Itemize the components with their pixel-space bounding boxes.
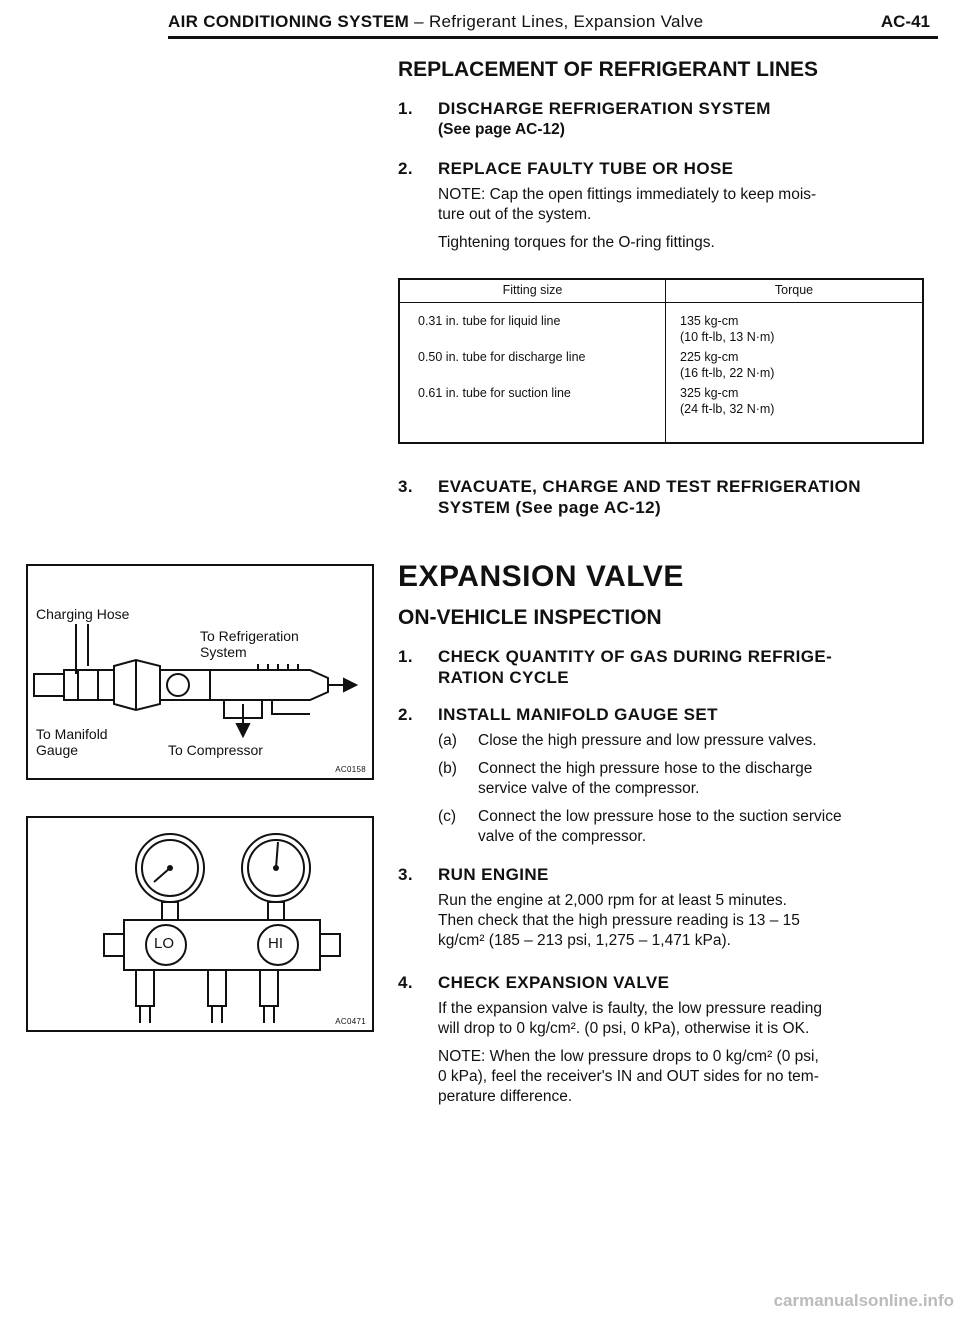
- replacement-heading: REPLACEMENT OF REFRIGERANT LINES: [398, 58, 819, 81]
- torque-secondary: (16 ft-lb, 22 N·m): [680, 365, 775, 380]
- expansion-step-1: [398, 646, 938, 688]
- step-title-line: RATION CYCLE: [438, 668, 570, 687]
- substep-text: Close the high pressure and low pressure valves.: [478, 732, 817, 749]
- note-line: ture out of the system.: [438, 206, 592, 223]
- replacement-step-2: [398, 158, 938, 253]
- label-to-refrigeration: To Refrigeration: [200, 628, 299, 644]
- body-line: kg/cm² (185 – 213 psi, 1,275 – 1,471 kPa).: [438, 932, 731, 949]
- step-number: 3.: [398, 865, 413, 884]
- step-number: 1.: [398, 99, 413, 118]
- substep-label: (c): [438, 808, 457, 825]
- step-body: [438, 999, 938, 1039]
- label-to-compressor: To Compressor: [168, 742, 263, 758]
- label-to-manifold-2: Gauge: [36, 742, 79, 758]
- label-to-refrigeration-2: System: [200, 644, 247, 660]
- expansion-heading: EXPANSION VALVE: [398, 560, 684, 593]
- torque-primary: 135 kg-cm: [680, 313, 739, 328]
- step-title: REPLACE FAULTY TUBE OR HOSE: [438, 159, 734, 178]
- note-line: NOTE: When the low pressure drops to 0 kg/cm² (0 psi,: [438, 1048, 819, 1065]
- inspection-subheading: ON-VEHICLE INSPECTION: [398, 606, 662, 629]
- fitting-size: 0.61 in. tube for suction line: [418, 385, 571, 400]
- substep-label: (b): [438, 760, 457, 777]
- fitting-size: 0.31 in. tube for liquid line: [418, 313, 561, 328]
- label-charging-hose: Charging Hose: [36, 606, 130, 622]
- replacement-step-3: [398, 476, 938, 518]
- step-title: CHECK EXPANSION VALVE: [438, 973, 670, 992]
- substep-a: [438, 731, 938, 751]
- torque-table: [400, 280, 922, 442]
- step-title-line: EVACUATE, CHARGE AND TEST REFRIGERATION: [438, 477, 861, 496]
- page-number: AC-41: [880, 12, 930, 31]
- body-line: Then check that the high pressure reading is 13 – 15: [438, 912, 800, 929]
- torque-value: [680, 313, 922, 349]
- step-number: 3.: [398, 477, 413, 496]
- step-number: 1.: [398, 647, 413, 666]
- figure-code: AC0158: [335, 765, 366, 774]
- expansion-step-4: [398, 972, 938, 1107]
- substep-text: Connect the low pressure hose to the suction service: [478, 808, 842, 825]
- col-header-torque: Torque: [666, 280, 923, 302]
- watermark: carmanualsonline.info: [773, 1291, 954, 1310]
- figure-charging-valve: [26, 564, 374, 780]
- torque-cell: [666, 302, 923, 442]
- substep-text: Connect the high pressure hose to the discharge: [478, 760, 813, 777]
- header-title-rest: – Refrigerant Lines, Expansion Valve: [409, 12, 704, 31]
- step-body: [438, 891, 938, 951]
- step-note: [438, 1047, 938, 1107]
- torque-secondary: (24 ft-lb, 32 N·m): [680, 401, 775, 416]
- substep-text: service valve of the compressor.: [478, 780, 700, 797]
- fitting-size-cell: [400, 302, 666, 442]
- valve-drawing: [28, 566, 372, 778]
- note-line: 0 kPa), feel the receiver's IN and OUT sides for no tem-: [438, 1068, 819, 1085]
- substep-label: (a): [438, 732, 457, 749]
- substep-text: valve of the compressor.: [478, 828, 646, 845]
- torque-primary: 325 kg-cm: [680, 385, 739, 400]
- figure-code: AC0471: [335, 1017, 366, 1026]
- body-line: will drop to 0 kg/cm². (0 psi, 0 kPa), otherwise it is OK.: [438, 1020, 810, 1037]
- torque-value: [680, 349, 922, 385]
- label-to-manifold: To Manifold: [36, 726, 108, 742]
- step-title-line: CHECK QUANTITY OF GAS DURING REFRIGE-: [438, 647, 833, 666]
- torque-table-box: [398, 278, 924, 444]
- substep-c: [438, 807, 938, 847]
- step-number: 2.: [398, 159, 413, 178]
- step-title: RUN ENGINE: [438, 865, 549, 884]
- step-title-line: SYSTEM (See page AC-12): [438, 498, 662, 517]
- label-lo: LO: [154, 935, 175, 952]
- torque-intro: Tightening torques for the O-ring fittings.: [438, 234, 715, 251]
- expansion-step-2: [398, 704, 938, 847]
- figure-manifold-gauge: [26, 816, 374, 1032]
- note-line: NOTE: Cap the open fittings immediately to keep mois-: [438, 186, 817, 203]
- step-number: 4.: [398, 973, 413, 992]
- table-row: [400, 302, 922, 442]
- substep-b: [438, 759, 938, 799]
- note-line: perature difference.: [438, 1088, 573, 1105]
- step-title: INSTALL MANIFOLD GAUGE SET: [438, 705, 718, 724]
- fitting-size: 0.50 in. tube for discharge line: [418, 349, 586, 364]
- step-reference: (See page AC-12): [438, 121, 565, 138]
- header-title-bold: AIR CONDITIONING SYSTEM: [168, 12, 410, 31]
- step-title: DISCHARGE REFRIGERATION SYSTEM: [438, 99, 771, 118]
- header-rule: [168, 36, 938, 39]
- body-line: If the expansion valve is faulty, the low pressure reading: [438, 1000, 822, 1017]
- expansion-step-3: [398, 864, 938, 951]
- manifold-gauge-drawing: [28, 818, 372, 1030]
- torque-primary: 225 kg-cm: [680, 349, 739, 364]
- torque-value: [680, 385, 922, 421]
- body-line: Run the engine at 2,000 rpm for at least 5 minutes.: [438, 892, 787, 909]
- replacement-step-1: [398, 98, 938, 140]
- page-header: [168, 8, 938, 38]
- header-title: [168, 12, 703, 32]
- step-number: 2.: [398, 705, 413, 724]
- torque-secondary: (10 ft-lb, 13 N·m): [680, 329, 775, 344]
- label-hi: HI: [268, 935, 283, 952]
- step-note: [438, 185, 938, 225]
- col-header-fitting-size: Fitting size: [400, 280, 666, 302]
